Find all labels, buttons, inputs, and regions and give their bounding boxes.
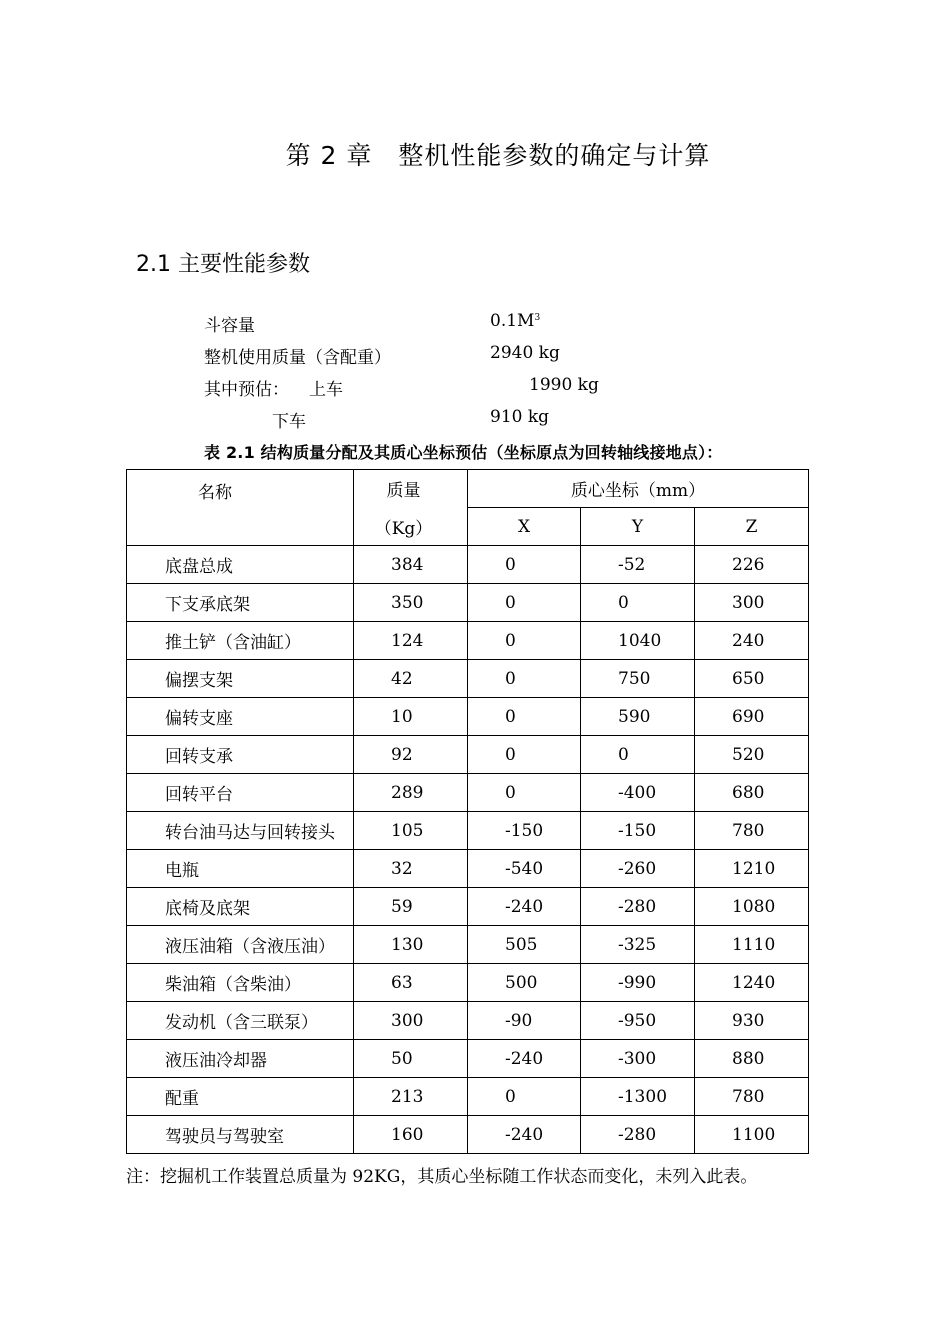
cell-z: 300 (695, 584, 809, 622)
cell-x: 0 (468, 774, 581, 812)
cell-z: 1110 (695, 926, 809, 964)
cell-x: 0 (468, 584, 581, 622)
cell-z: 520 (695, 736, 809, 774)
cell-x: 0 (468, 736, 581, 774)
cell-y: -300 (581, 1040, 695, 1078)
cell-y: 1040 (581, 622, 695, 660)
cell-y: -990 (581, 964, 695, 1002)
table-row (127, 964, 809, 1002)
bucket-value-wrap (490, 311, 540, 331)
cell-mass: 289 (354, 774, 468, 812)
cell-x: -540 (468, 850, 581, 888)
cell-y: -1300 (581, 1078, 695, 1116)
table-row (127, 660, 809, 698)
cell-z: 1080 (695, 888, 809, 926)
cell-y: -280 (581, 888, 695, 926)
cell-z: 930 (695, 1002, 809, 1040)
cell-z: 650 (695, 660, 809, 698)
cell-name: 推土铲（含油缸） (127, 622, 354, 660)
table-row (127, 584, 809, 622)
cell-name: 柴油箱（含柴油） (127, 964, 354, 1002)
header-name: 名称 (127, 470, 354, 546)
cell-name: 回转支承 (127, 736, 354, 774)
bucket-label: 斗容量 (204, 316, 255, 336)
cell-z: 1240 (695, 964, 809, 1002)
cell-name: 电瓶 (127, 850, 354, 888)
cell-x: 0 (468, 698, 581, 736)
cell-mass: 10 (354, 698, 468, 736)
cell-x: -240 (468, 1040, 581, 1078)
section-title: 2.1 主要性能参数 (136, 252, 310, 277)
cell-name: 回转平台 (127, 774, 354, 812)
chapter-title: 第 2 章 整机性能参数的确定与计算 (285, 141, 711, 170)
mass-distribution-table (126, 469, 809, 1154)
cell-mass: 213 (354, 1078, 468, 1116)
cell-x: 0 (468, 660, 581, 698)
table-row (127, 622, 809, 660)
cell-x: 500 (468, 964, 581, 1002)
cell-y: -280 (581, 1116, 695, 1154)
cell-z: 1100 (695, 1116, 809, 1154)
header-coordinates: 质心坐标（mm） (468, 470, 809, 508)
cell-z: 780 (695, 1078, 809, 1116)
table-row (127, 850, 809, 888)
table-row (127, 774, 809, 812)
table-row (127, 1002, 809, 1040)
table-row (127, 1040, 809, 1078)
cell-z: 680 (695, 774, 809, 812)
cell-name: 偏转支座 (127, 698, 354, 736)
cell-z: 690 (695, 698, 809, 736)
table-row (127, 812, 809, 850)
cell-mass: 50 (354, 1040, 468, 1078)
cell-name: 偏摆支架 (127, 660, 354, 698)
upper-label: 上车 (309, 380, 343, 400)
cell-x: 0 (468, 546, 581, 584)
cell-y: -52 (581, 546, 695, 584)
cell-name: 下支承底架 (127, 584, 354, 622)
cell-z: 240 (695, 622, 809, 660)
cell-y: -325 (581, 926, 695, 964)
table-row (127, 1078, 809, 1116)
cell-mass: 42 (354, 660, 468, 698)
header-mass: 质量 (354, 470, 468, 508)
table-caption: 表 2.1 结构质量分配及其质心坐标预估（坐标原点为回转轴线接地点）： (204, 443, 723, 462)
cell-mass: 124 (354, 622, 468, 660)
cell-name: 底椅及底架 (127, 888, 354, 926)
cell-name: 液压油冷却器 (127, 1040, 354, 1078)
header-mass-unit: （Kg） (354, 508, 468, 546)
cell-mass: 92 (354, 736, 468, 774)
cell-y: -950 (581, 1002, 695, 1040)
table-row (127, 1116, 809, 1154)
header-z: Z (695, 508, 809, 546)
cell-name: 发动机（含三联泵） (127, 1002, 354, 1040)
cell-x: -90 (468, 1002, 581, 1040)
lower-label: 下车 (272, 412, 306, 432)
cell-x: 0 (468, 622, 581, 660)
cell-name: 底盘总成 (127, 546, 354, 584)
cell-z: 880 (695, 1040, 809, 1078)
cell-mass: 160 (354, 1116, 468, 1154)
cell-mass: 63 (354, 964, 468, 1002)
header-x: X (468, 508, 581, 546)
table-row (127, 546, 809, 584)
cell-y: 0 (581, 736, 695, 774)
cell-x: 0 (468, 1078, 581, 1116)
cell-name: 液压油箱（含液压油） (127, 926, 354, 964)
cell-y: -150 (581, 812, 695, 850)
header-y: Y (581, 508, 695, 546)
cell-mass: 59 (354, 888, 468, 926)
cell-name: 转台油马达与回转接头 (127, 812, 354, 850)
cell-x: -240 (468, 1116, 581, 1154)
cell-y: 590 (581, 698, 695, 736)
cell-mass: 300 (354, 1002, 468, 1040)
cell-mass: 105 (354, 812, 468, 850)
cell-x: -150 (468, 812, 581, 850)
mass-label: 整机使用质量（含配重） (204, 348, 391, 368)
cell-mass: 384 (354, 546, 468, 584)
mass-value: 2940 kg (490, 343, 560, 363)
cell-mass: 32 (354, 850, 468, 888)
table-row (127, 926, 809, 964)
cell-z: 1210 (695, 850, 809, 888)
cell-z: 780 (695, 812, 809, 850)
cell-name: 配重 (127, 1078, 354, 1116)
table-row (127, 888, 809, 926)
bucket-value: 0.1M (490, 311, 535, 331)
cell-y: 0 (581, 584, 695, 622)
upper-value: 1990 kg (529, 375, 599, 395)
cell-y: 750 (581, 660, 695, 698)
cell-y: -400 (581, 774, 695, 812)
cell-mass: 130 (354, 926, 468, 964)
lower-value: 910 kg (490, 407, 550, 427)
estimate-label: 其中预估： (204, 380, 289, 400)
table-row (127, 698, 809, 736)
cell-y: -260 (581, 850, 695, 888)
cell-x: 505 (468, 926, 581, 964)
cell-mass: 350 (354, 584, 468, 622)
cell-x: -240 (468, 888, 581, 926)
cell-name: 驾驶员与驾驶室 (127, 1116, 354, 1154)
table-row (127, 736, 809, 774)
cell-z: 226 (695, 546, 809, 584)
bucket-unit-superscript: 3 (534, 313, 541, 323)
table-note: 注：挖掘机工作装置总质量为 92KG，其质心坐标随工作状态而变化，未列入此表。 (126, 1167, 758, 1187)
